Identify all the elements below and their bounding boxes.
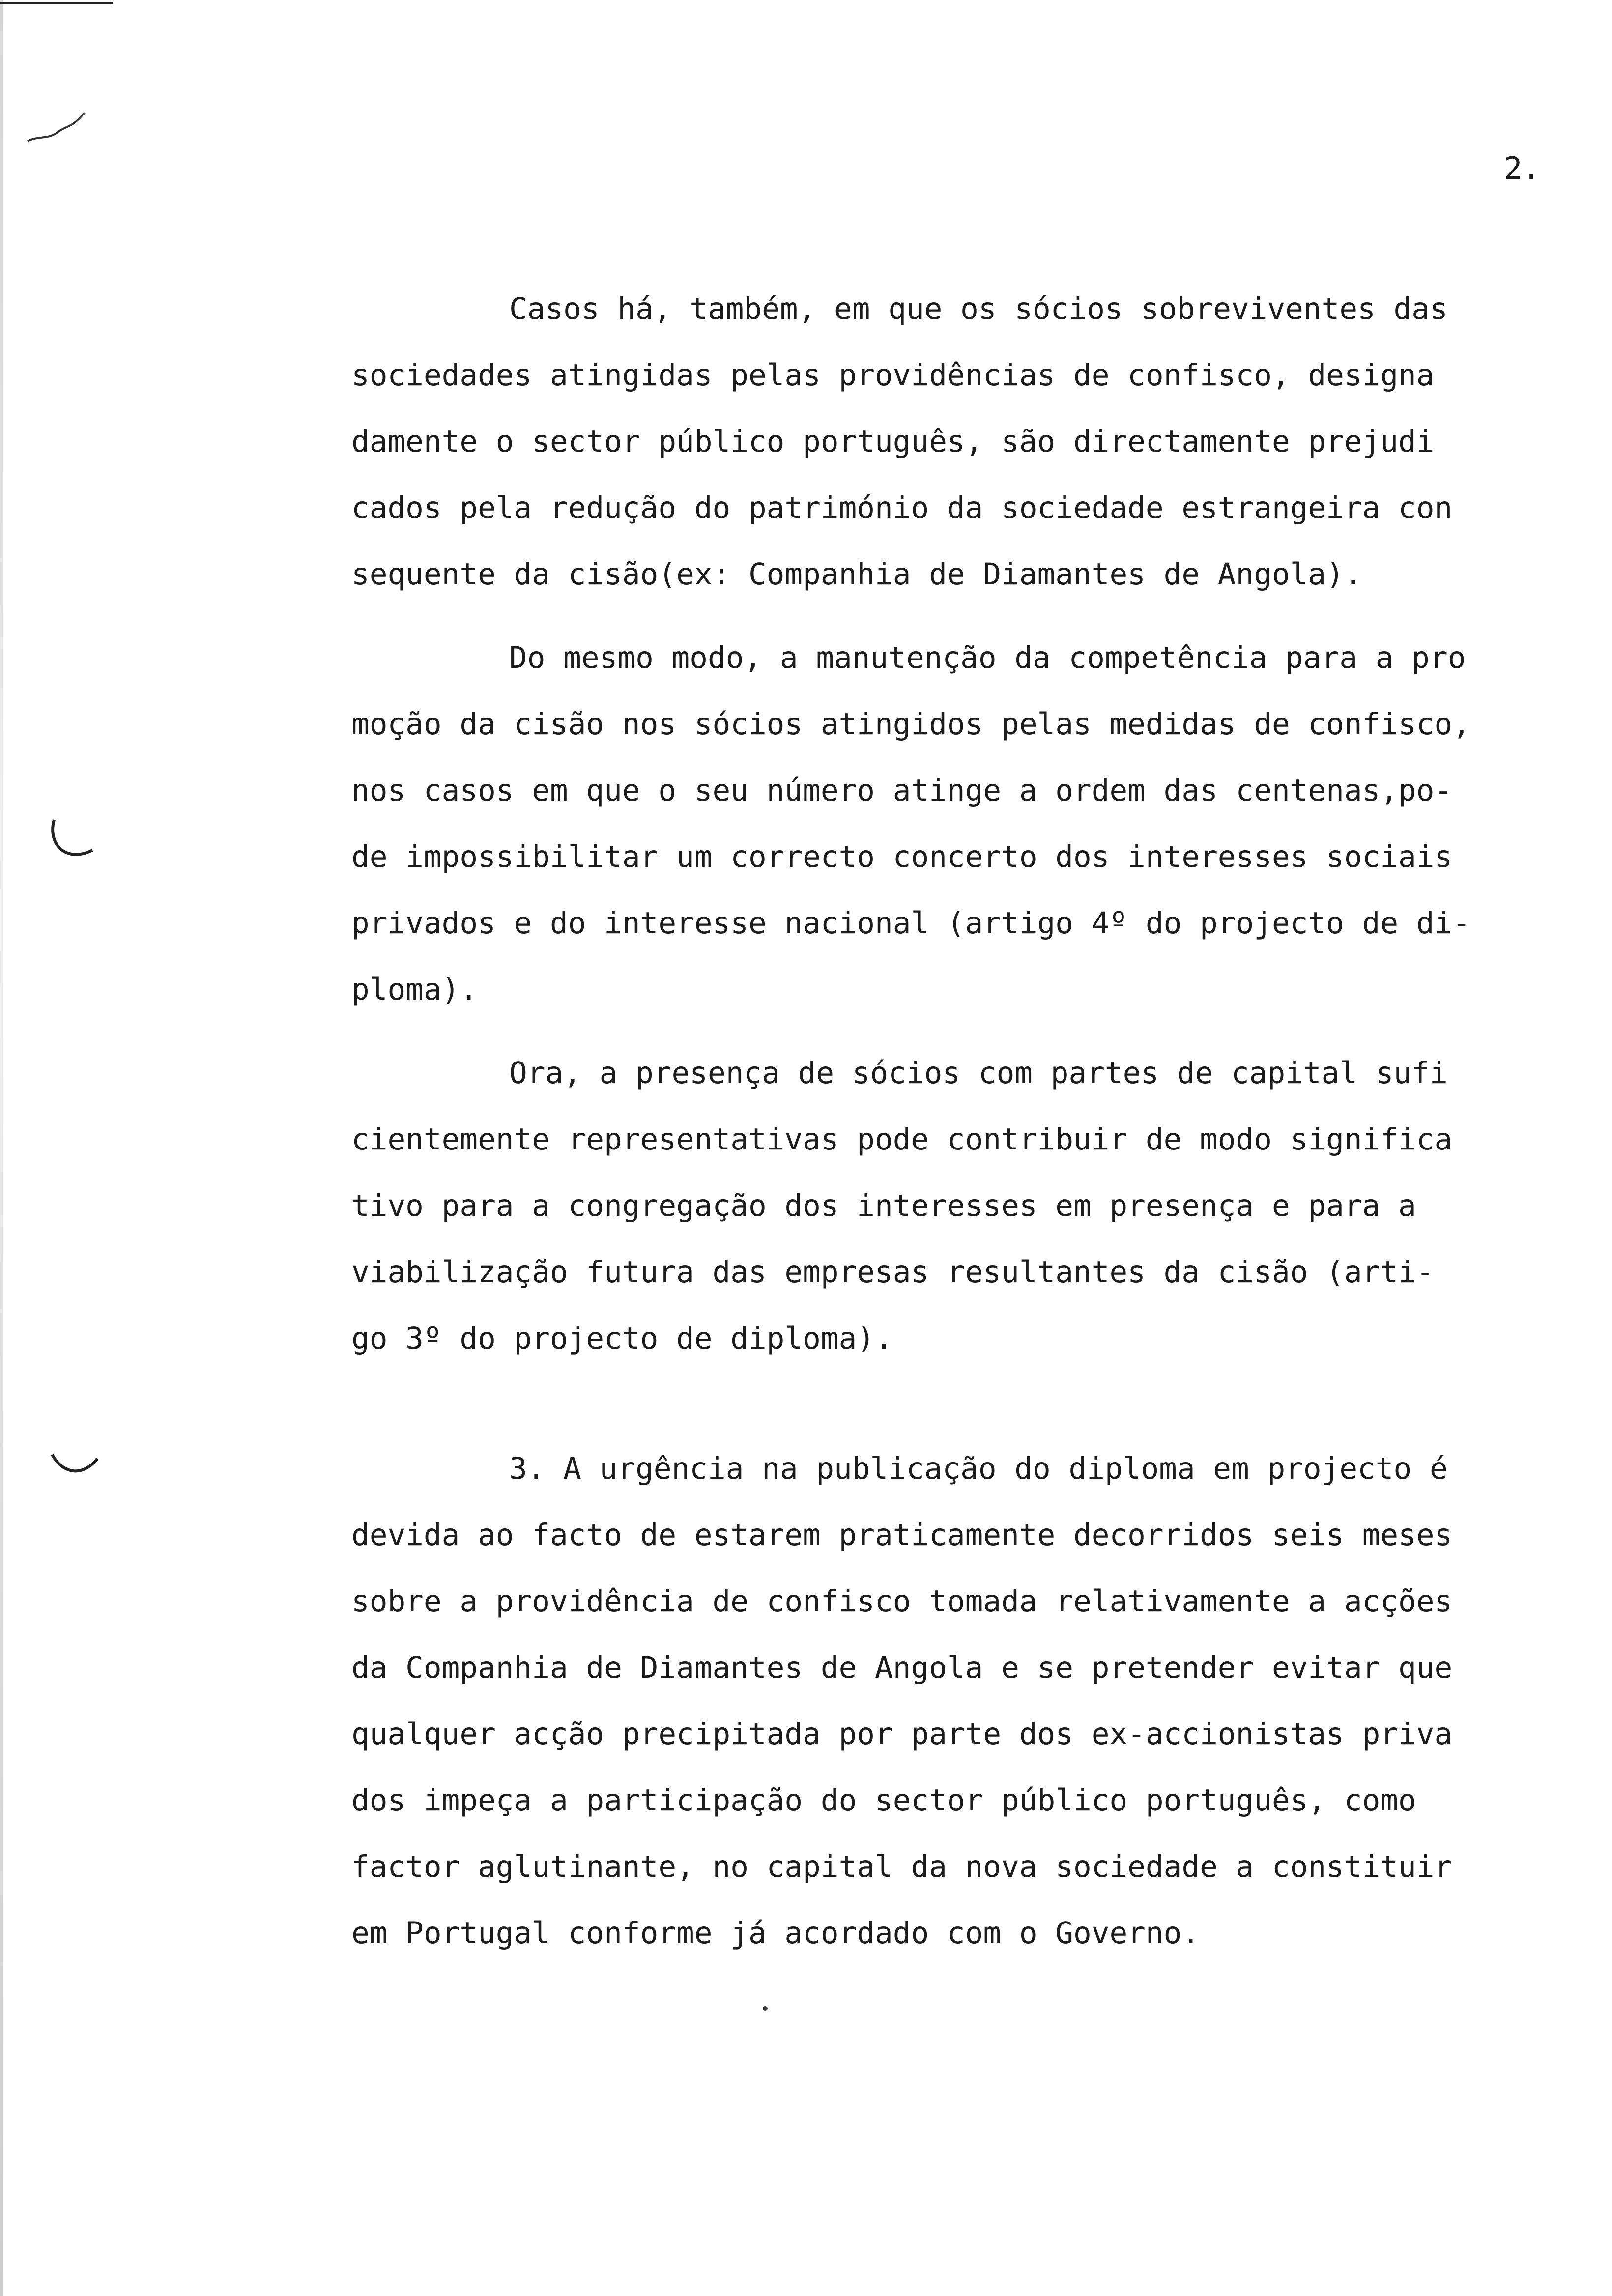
text-line: factor aglutinante, no capital da nova sociedade a constituir: [351, 1849, 1453, 1884]
text-line: cientemente representativas pode contribuir de modo significa: [351, 1122, 1453, 1157]
text-line: devida ao facto de estarem praticamente decorridos seis meses: [351, 1518, 1453, 1552]
text-line: cados pela redução do património da sociedade estrangeira con: [351, 490, 1453, 525]
text-line: qualquer acção precipitada por parte dos ex-accionistas priva: [351, 1717, 1453, 1751]
text-line: go 3º do projecto de diploma).: [351, 1321, 893, 1356]
text-line: em Portugal conforme já acordado com o Governo.: [351, 1916, 1200, 1951]
text-line: damente o sector público português, são directamente prejudi: [351, 424, 1435, 459]
text-line: privados e do interesse nacional (artigo 4º do projecto de di-: [351, 906, 1470, 941]
text-line: 3. A urgência na publicação do diploma em projecto é: [509, 1451, 1448, 1486]
text-line: Do mesmo modo, a manutenção da competência para a pro: [509, 640, 1466, 675]
text-line: tivo para a congregação dos interesses em presença e para a: [351, 1188, 1416, 1223]
scan-edge: [0, 0, 3, 2296]
text-line: viabilização futura das empresas resultantes da cisão (arti-: [351, 1255, 1435, 1290]
text-line: moção da cisão nos sócios atingidos pelas medidas de confisco,: [351, 707, 1470, 742]
hole-punch-mark: [49, 1435, 103, 1489]
scan-speck: [763, 2006, 768, 2011]
text-line: sequente da cisão(ex: Companhia de Diamantes de Angola).: [351, 557, 1362, 592]
pen-tick-mark: [25, 106, 88, 150]
text-line: Casos há, também, em que os sócios sobreviventes das: [509, 291, 1448, 326]
scan-top-rule: [0, 2, 113, 4]
text-line: ploma).: [351, 972, 478, 1007]
text-line: nos casos em que o seu número atinge a ordem das centenas,po-: [351, 773, 1453, 808]
hole-punch-mark: [45, 816, 99, 870]
text-line: de impossibilitar um correcto concerto dos interesses sociais: [351, 839, 1453, 874]
text-line: sociedades atingidas pelas providências de confisco, designa: [351, 358, 1435, 393]
text-line: dos impeça a participação do sector público português, como: [351, 1783, 1416, 1818]
text-line: Ora, a presença de sócios com partes de capital sufi: [509, 1056, 1448, 1091]
text-line: sobre a providência de confisco tomada relativamente a acções: [351, 1584, 1453, 1619]
page-number: 2.: [1504, 150, 1541, 186]
text-line: da Companhia de Diamantes de Angola e se pretender evitar que: [351, 1650, 1453, 1685]
